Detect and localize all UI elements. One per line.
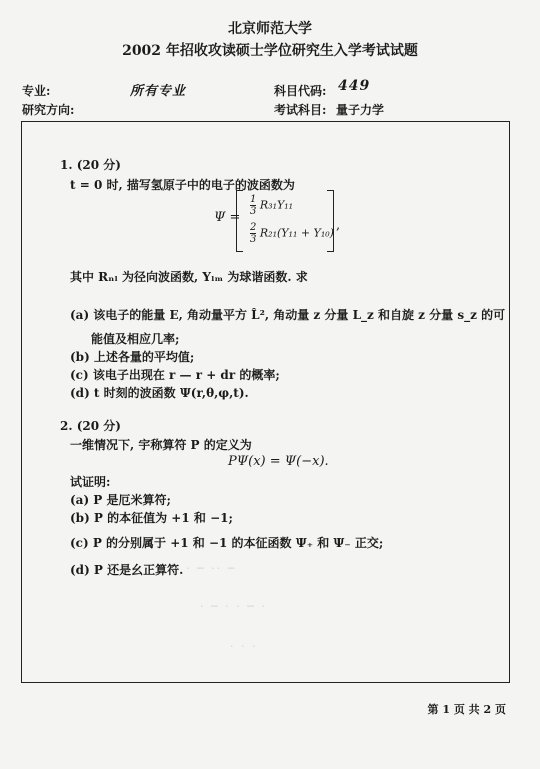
- exam-title: 2002 年招收攻读硕士学位研究生入学考试试题: [122, 43, 418, 59]
- q1-part-d: (d) t 时刻的波函数 Ψ(r,θ,φ,t).: [70, 386, 249, 400]
- q2-number: 2.: [60, 419, 73, 433]
- q1-part-a-cont: 能值及相应几率;: [91, 332, 180, 346]
- matrix-row-1: [250, 194, 293, 217]
- parity-definition: PΨ(x) = Ψ(−x).: [228, 454, 329, 469]
- q1-part-c: (c) 该电子出现在 r — r + dr 的概率;: [70, 368, 280, 382]
- direction-label: 研究方向:: [22, 103, 75, 117]
- q1-explanation: 其中 Rₙₗ 为径向波函数, Yₗₘ 为球谐函数. 求: [70, 270, 308, 284]
- code-label: 科目代码:: [274, 84, 327, 98]
- code-value: 449: [338, 78, 371, 94]
- fraction-one-third: $\frac{1}{3}$: [250, 194, 257, 217]
- page-number: 第 1 页 共 2 页: [427, 703, 506, 716]
- subject-label: 考试科目:: [274, 103, 327, 117]
- psi-symbol: Ψ =: [214, 210, 241, 225]
- matrix-comma: ,: [336, 218, 341, 233]
- q2-points: (20 分): [76, 419, 121, 433]
- q2-intro: 一维情况下, 宇称算符 P 的定义为: [70, 438, 252, 452]
- q1-points: (20 分): [76, 158, 121, 172]
- school-name: 北京师范大学: [228, 21, 312, 37]
- bleed-through-mark: · · ·: [230, 640, 258, 653]
- q1-header: [60, 156, 121, 173]
- wavefunction-matrix: [214, 190, 334, 250]
- q2-prove: 试证明:: [70, 475, 111, 489]
- q2-part-d: (d) P 还是幺正算符.: [70, 563, 184, 577]
- q2-part-a: (a) P 是厄米算符;: [70, 493, 171, 507]
- fraction-two-thirds: $\frac{2}{3}$: [250, 222, 257, 245]
- q2-part-c: (c) P 的分别属于 +1 和 −1 的本征函数 Ψ₊ 和 Ψ₋ 正交;: [70, 536, 384, 550]
- matrix-row-2: [250, 222, 334, 245]
- row1-terms: R₃₁Y₁₁: [259, 198, 294, 212]
- left-bracket: [236, 190, 243, 252]
- major-value: 所有专业: [130, 84, 187, 99]
- major-label: 专业:: [22, 84, 51, 98]
- q2-part-b: (b) P 的本征值为 +1 和 −1;: [70, 511, 233, 525]
- q1-part-b: (b) 上述各量的平均值;: [70, 350, 195, 364]
- row2-terms: R₂₁(Y₁₁ + Y₁₀): [259, 226, 334, 240]
- q1-part-a: (a) 该电子的能量 E, 角动量平方 L̂², 角动量 z 分量 L_z 和自旋 z 分量 s_z 的可: [70, 308, 506, 322]
- bleed-through-mark: · · ─ ·· ─: [175, 562, 237, 575]
- subject-value: 量子力学: [336, 103, 385, 117]
- q1-number: 1.: [60, 158, 73, 172]
- q2-header: [60, 417, 121, 434]
- bleed-through-mark: · ─ · · ─ ·: [200, 600, 267, 613]
- q1-intro: t = 0 时, 描写氢原子中的电子的波函数为: [70, 178, 295, 192]
